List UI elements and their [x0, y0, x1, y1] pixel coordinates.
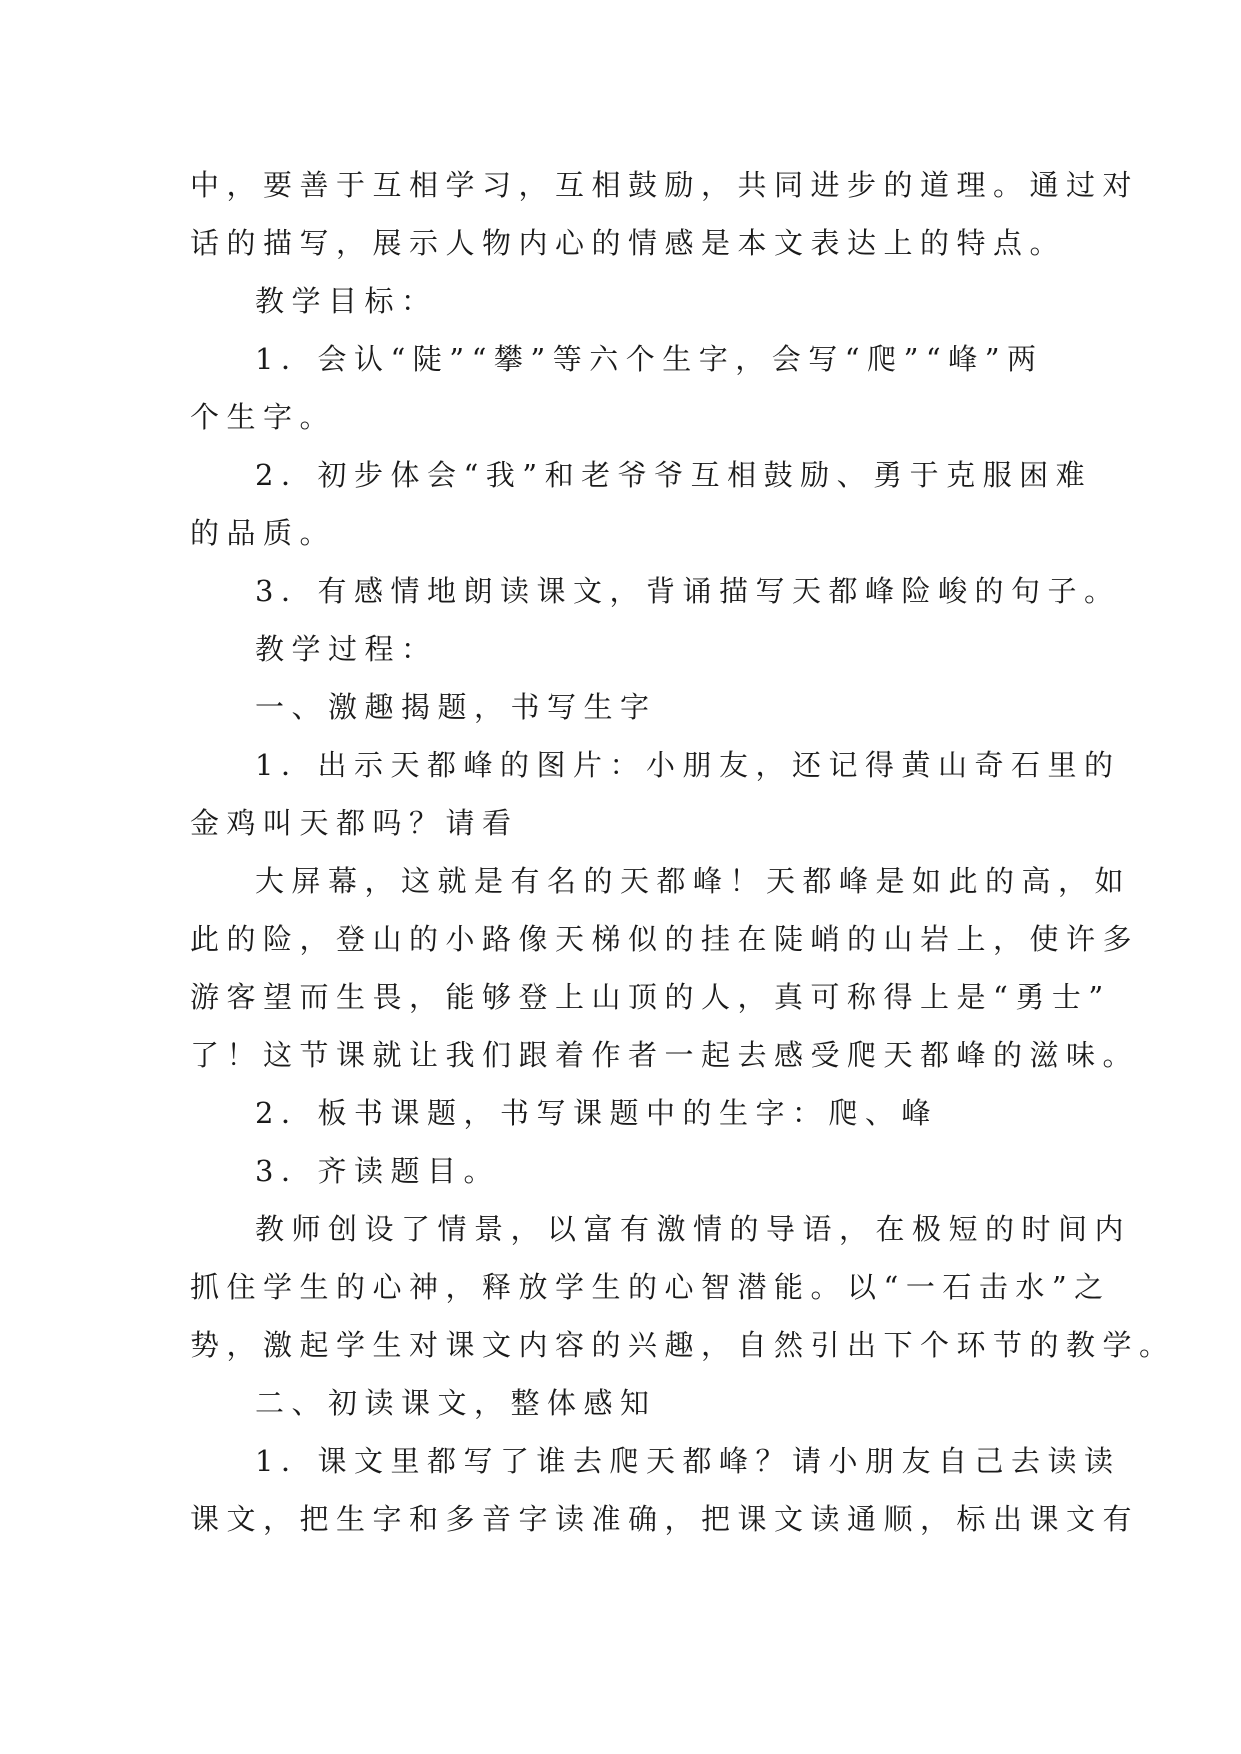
text-line: 1．课文里都写了谁去爬天都峰？请小朋友自己去读读 [255, 1444, 1121, 1478]
text-line: 3．齐读题目。 [255, 1154, 500, 1188]
text-line: 势，激起学生对课文内容的兴趣，自然引出下个环节的教学。 [190, 1328, 1176, 1362]
section-heading: 教学过程： [255, 632, 438, 666]
text-line: 的品质。 [190, 516, 337, 550]
text-line: 3．有感情地朗读课文，背诵描写天都峰险峻的句子。 [255, 574, 1121, 608]
section-heading: 一、激趣揭题，书写生字 [255, 690, 657, 724]
text-line: 中，要善于互相学习，互相鼓励，共同进步的道理。通过对 [190, 168, 1140, 202]
text-line: 教师创设了情景，以富有激情的导语，在极短的时间内 [255, 1212, 1132, 1246]
text-line: 大屏幕，这就是有名的天都峰！天都峰是如此的高，如 [255, 864, 1132, 898]
text-line: 此的险，登山的小路像天梯似的挂在陡峭的山岩上，使许多 [190, 922, 1140, 956]
text-line: 个生字。 [190, 400, 337, 434]
text-line: 课文，把生字和多音字读准确，把课文读通顺，标出课文有 [190, 1502, 1140, 1536]
text-line: 2．初步体会“我”和老爷爷互相鼓励、勇于克服困难 [255, 458, 1093, 492]
section-heading: 教学目标： [255, 284, 438, 318]
text-line: 话的描写，展示人物内心的情感是本文表达上的特点。 [190, 226, 1067, 260]
text-line: 1．出示天都峰的图片：小朋友，还记得黄山奇石里的 [255, 748, 1121, 782]
text-line: 了！这节课就让我们跟着作者一起去感受爬天都峰的滋味。 [190, 1038, 1140, 1072]
text-line: 2．板书课题，书写课题中的生字：爬、峰 [255, 1096, 938, 1130]
text-line: 金鸡叫天都吗？请看 [190, 806, 519, 840]
text-line: 游客望而生畏，能够登上山顶的人，真可称得上是“勇士” [190, 980, 1111, 1014]
text-line: 1．会认“陡”“攀”等六个生字，会写“爬”“峰”两 [255, 342, 1044, 376]
text-line: 抓住学生的心神，释放学生的心智潜能。以“一石击水”之 [190, 1270, 1111, 1304]
section-heading: 二、初读课文，整体感知 [255, 1386, 657, 1420]
